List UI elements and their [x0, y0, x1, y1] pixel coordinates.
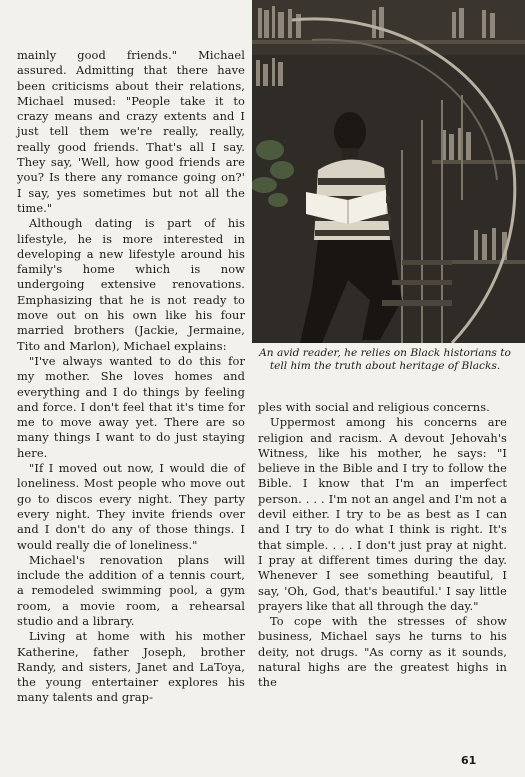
left-text-column	[17, 48, 245, 706]
page-number: 61	[461, 754, 477, 767]
paragraph: Michael's renovation plans will include the addition of a tennis court, a remodeled swimming pool, a gym room, a movie room, a rehearsal studio and a library.	[17, 552, 245, 628]
paragraph: "I've always wanted to do this for my mother. She loves homes and everything and I do things by feeling and force. I don't feel that it's time for me to move away yet. There are so many things I want to do just staying here.	[17, 353, 245, 460]
paragraph: ples with social and religious concerns.	[258, 400, 490, 414]
photo-illustration	[252, 0, 525, 343]
paragraph: To cope with the stresses of show business, Michael says he turns to his deity, not drugs. "As corny as it sounds, natural highs are the greatest highs in the	[258, 614, 507, 690]
paragraph: Although dating is part of his lifestyle, he is more interested in developing a new lifestyle around his family's home which is now undergoing extensive renovations. Emphasizing that he is not ready to move out on his own like his four married brothers (Jackie, Jermaine, Tito and Marlon), Michael explains:	[17, 216, 245, 353]
right-text-column	[258, 400, 507, 691]
paragraph: "If I moved out now, I would die of loneliness. Most people who move out go to discos every night. They party every night. They invite friends over and I don't do any of those things. I would really die of loneliness."	[17, 461, 245, 552]
photo-reader-on-staircase	[252, 0, 525, 343]
paragraph: Uppermost among his concerns are religion and racism. A devout Jehovah's Witness, like his mother, he says: "I believe in the Bible and I try to follow the Bible. I know that I'm an imperfect person. . . . I'm not an angel and I'm not a devil either. I try to be as best as I can and I try to do what I think is right. It's that simple. . . . I don't just pray at night. I pray at different times during the day. Whenever I see something beautiful, I say, 'Oh, God, that's beautiful.' I say little prayers like that all through the day."	[258, 415, 507, 613]
photo-caption: An avid reader, he relies on Black historians to tell him the truth about heritage of Blacks.	[259, 347, 511, 372]
paragraph: mainly good friends." Michael assured. Admitting that there have been criticisms about their relations, Michael mused: "People take it to crazy means and crazy extents and I just tell them we're really, really, really good friends. That's all I say. They say, 'Well, how good friends are you? Is there any romance going on?' I say, yes sometimes but not all the time."	[17, 48, 245, 215]
paragraph: Living at home with his mother Katherine, father Joseph, brother Randy, and sisters, Janet and LaToya, the young entertainer explores his many talents and grap-	[17, 629, 245, 705]
